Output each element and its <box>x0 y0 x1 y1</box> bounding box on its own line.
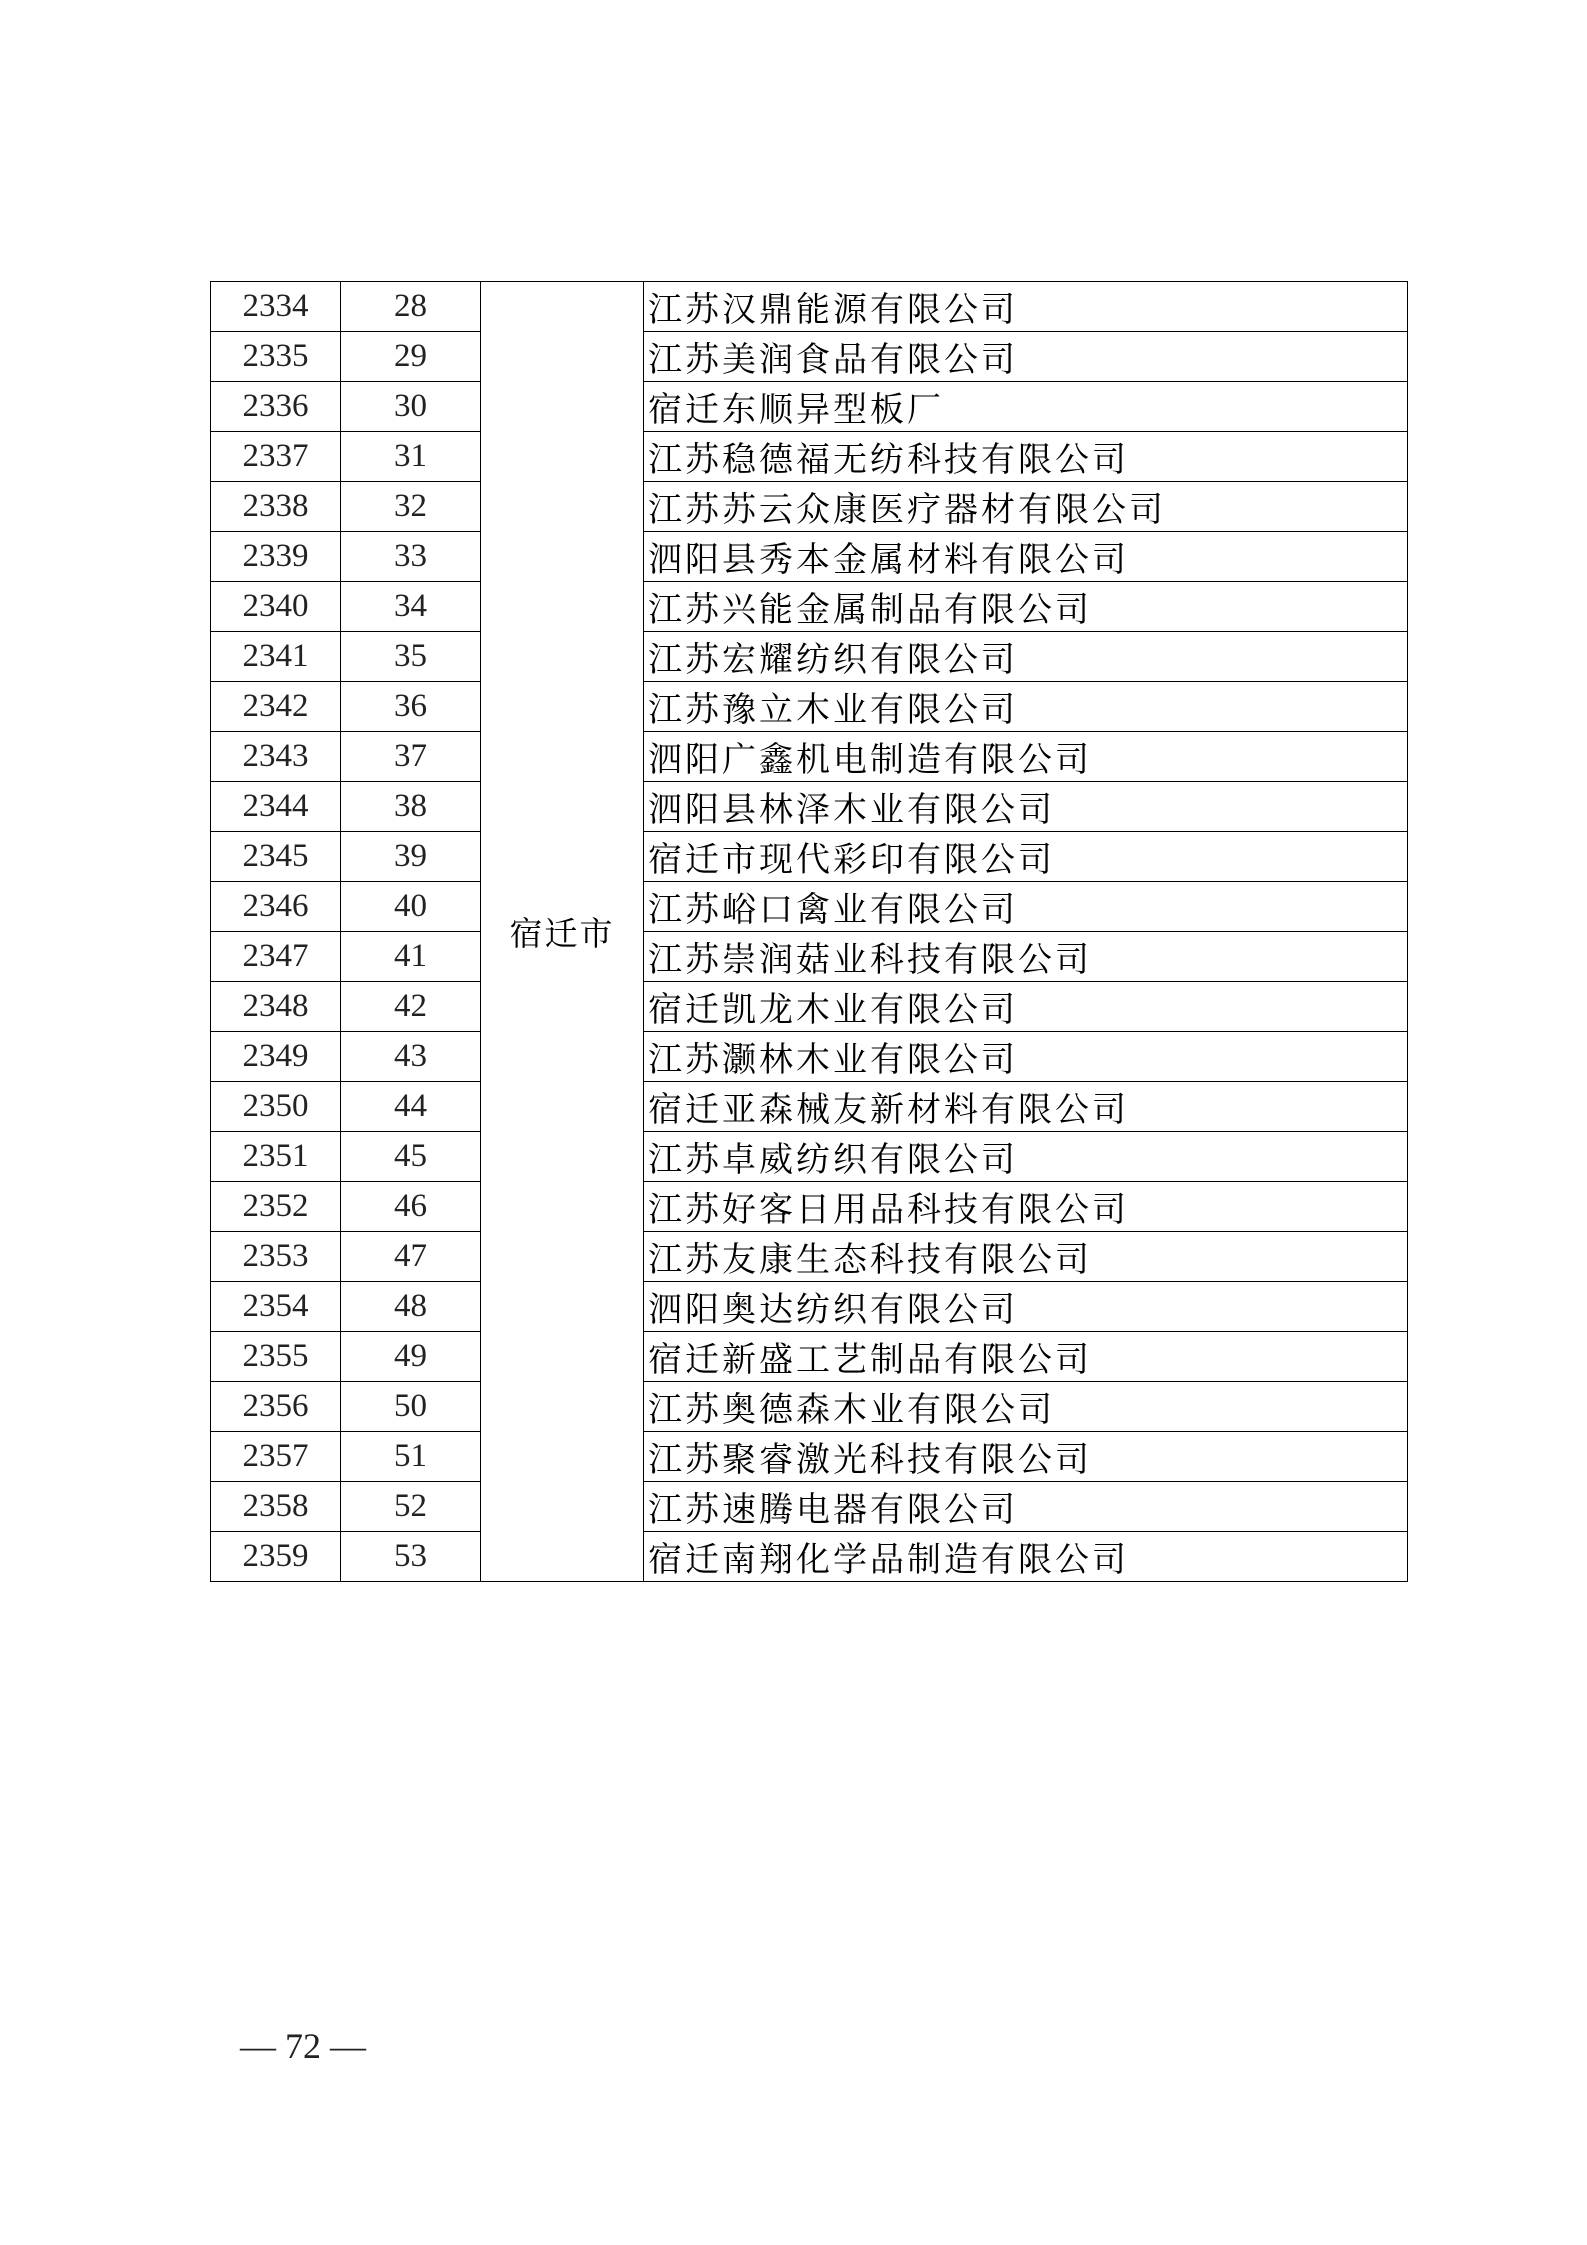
serial-number-cell: 2355 <box>211 1332 341 1382</box>
serial-number-cell: 2335 <box>211 332 341 382</box>
table-body <box>211 282 1408 1582</box>
company-name-cell: 江苏奥德森木业有限公司 <box>644 1382 1408 1432</box>
table-row <box>211 1332 1408 1382</box>
sequence-number-cell: 46 <box>341 1182 481 1232</box>
sequence-number-cell: 39 <box>341 832 481 882</box>
serial-number-cell: 2334 <box>211 282 341 332</box>
serial-number-cell: 2350 <box>211 1082 341 1132</box>
table-row <box>211 1032 1408 1082</box>
table-row <box>211 1132 1408 1182</box>
company-name-cell: 泗阳奥达纺织有限公司 <box>644 1282 1408 1332</box>
sequence-number-cell: 50 <box>341 1382 481 1432</box>
table-row <box>211 682 1408 732</box>
company-name-cell: 江苏速腾电器有限公司 <box>644 1482 1408 1532</box>
sequence-number-cell: 36 <box>341 682 481 732</box>
table-row <box>211 782 1408 832</box>
table-row <box>211 932 1408 982</box>
serial-number-cell: 2347 <box>211 932 341 982</box>
table-row <box>211 1482 1408 1532</box>
table-row <box>211 332 1408 382</box>
company-list-table <box>210 281 1408 1582</box>
table-row <box>211 1282 1408 1332</box>
table-row <box>211 1182 1408 1232</box>
sequence-number-cell: 44 <box>341 1082 481 1132</box>
company-name-cell: 江苏豫立木业有限公司 <box>644 682 1408 732</box>
sequence-number-cell: 51 <box>341 1432 481 1482</box>
serial-number-cell: 2345 <box>211 832 341 882</box>
sequence-number-cell: 41 <box>341 932 481 982</box>
table-row <box>211 882 1408 932</box>
company-name-cell: 江苏好客日用品科技有限公司 <box>644 1182 1408 1232</box>
serial-number-cell: 2341 <box>211 632 341 682</box>
sequence-number-cell: 33 <box>341 532 481 582</box>
sequence-number-cell: 49 <box>341 1332 481 1382</box>
serial-number-cell: 2343 <box>211 732 341 782</box>
company-name-cell: 宿迁南翔化学品制造有限公司 <box>644 1532 1408 1582</box>
table-row <box>211 532 1408 582</box>
serial-number-cell: 2351 <box>211 1132 341 1182</box>
sequence-number-cell: 45 <box>341 1132 481 1182</box>
company-name-cell: 宿迁亚森械友新材料有限公司 <box>644 1082 1408 1132</box>
sequence-number-cell: 43 <box>341 1032 481 1082</box>
sequence-number-cell: 38 <box>341 782 481 832</box>
serial-number-cell: 2339 <box>211 532 341 582</box>
sequence-number-cell: 42 <box>341 982 481 1032</box>
table-row <box>211 732 1408 782</box>
table-row <box>211 282 1408 332</box>
page-number: — 72 — <box>240 2026 366 2066</box>
serial-number-cell: 2346 <box>211 882 341 932</box>
table-row <box>211 582 1408 632</box>
sequence-number-cell: 53 <box>341 1532 481 1582</box>
sequence-number-cell: 31 <box>341 432 481 482</box>
serial-number-cell: 2349 <box>211 1032 341 1082</box>
serial-number-cell: 2336 <box>211 382 341 432</box>
company-name-cell: 江苏峪口禽业有限公司 <box>644 882 1408 932</box>
company-name-cell: 宿迁凯龙木业有限公司 <box>644 982 1408 1032</box>
serial-number-cell: 2358 <box>211 1482 341 1532</box>
sequence-number-cell: 52 <box>341 1482 481 1532</box>
company-name-cell: 江苏宏耀纺织有限公司 <box>644 632 1408 682</box>
sequence-number-cell: 40 <box>341 882 481 932</box>
sequence-number-cell: 48 <box>341 1282 481 1332</box>
sequence-number-cell: 28 <box>341 282 481 332</box>
table-row <box>211 832 1408 882</box>
company-name-cell: 江苏友康生态科技有限公司 <box>644 1232 1408 1282</box>
sequence-number-cell: 30 <box>341 382 481 432</box>
company-name-cell: 江苏兴能金属制品有限公司 <box>644 582 1408 632</box>
serial-number-cell: 2340 <box>211 582 341 632</box>
sequence-number-cell: 34 <box>341 582 481 632</box>
serial-number-cell: 2342 <box>211 682 341 732</box>
sequence-number-cell: 32 <box>341 482 481 532</box>
serial-number-cell: 2344 <box>211 782 341 832</box>
sequence-number-cell: 47 <box>341 1232 481 1282</box>
table-row <box>211 382 1408 432</box>
serial-number-cell: 2352 <box>211 1182 341 1232</box>
company-name-cell: 江苏苏云众康医疗器材有限公司 <box>644 482 1408 532</box>
table-row <box>211 1232 1408 1282</box>
table-row <box>211 1082 1408 1132</box>
serial-number-cell: 2359 <box>211 1532 341 1582</box>
city-cell: 宿迁市 <box>481 282 644 1582</box>
company-name-cell: 泗阳县秀本金属材料有限公司 <box>644 532 1408 582</box>
company-name-cell: 泗阳县林泽木业有限公司 <box>644 782 1408 832</box>
table-row <box>211 1532 1408 1582</box>
company-name-cell: 江苏崇润菇业科技有限公司 <box>644 932 1408 982</box>
company-name-cell: 江苏美润食品有限公司 <box>644 332 1408 382</box>
table-row <box>211 982 1408 1032</box>
table-row <box>211 432 1408 482</box>
serial-number-cell: 2354 <box>211 1282 341 1332</box>
table-row <box>211 482 1408 532</box>
serial-number-cell: 2337 <box>211 432 341 482</box>
company-name-cell: 宿迁东顺异型板厂 <box>644 382 1408 432</box>
serial-number-cell: 2353 <box>211 1232 341 1282</box>
company-name-cell: 江苏稳德福无纺科技有限公司 <box>644 432 1408 482</box>
sequence-number-cell: 35 <box>341 632 481 682</box>
company-name-cell: 江苏灏林木业有限公司 <box>644 1032 1408 1082</box>
company-name-cell: 宿迁市现代彩印有限公司 <box>644 832 1408 882</box>
company-name-cell: 江苏聚睿激光科技有限公司 <box>644 1432 1408 1482</box>
company-name-cell: 江苏卓威纺织有限公司 <box>644 1132 1408 1182</box>
serial-number-cell: 2348 <box>211 982 341 1032</box>
company-name-cell: 江苏汉鼎能源有限公司 <box>644 282 1408 332</box>
table-row <box>211 632 1408 682</box>
serial-number-cell: 2338 <box>211 482 341 532</box>
company-name-cell: 宿迁新盛工艺制品有限公司 <box>644 1332 1408 1382</box>
serial-number-cell: 2357 <box>211 1432 341 1482</box>
sequence-number-cell: 29 <box>341 332 481 382</box>
sequence-number-cell: 37 <box>341 732 481 782</box>
table-row <box>211 1432 1408 1482</box>
serial-number-cell: 2356 <box>211 1382 341 1432</box>
table-row <box>211 1382 1408 1432</box>
company-name-cell: 泗阳广鑫机电制造有限公司 <box>644 732 1408 782</box>
